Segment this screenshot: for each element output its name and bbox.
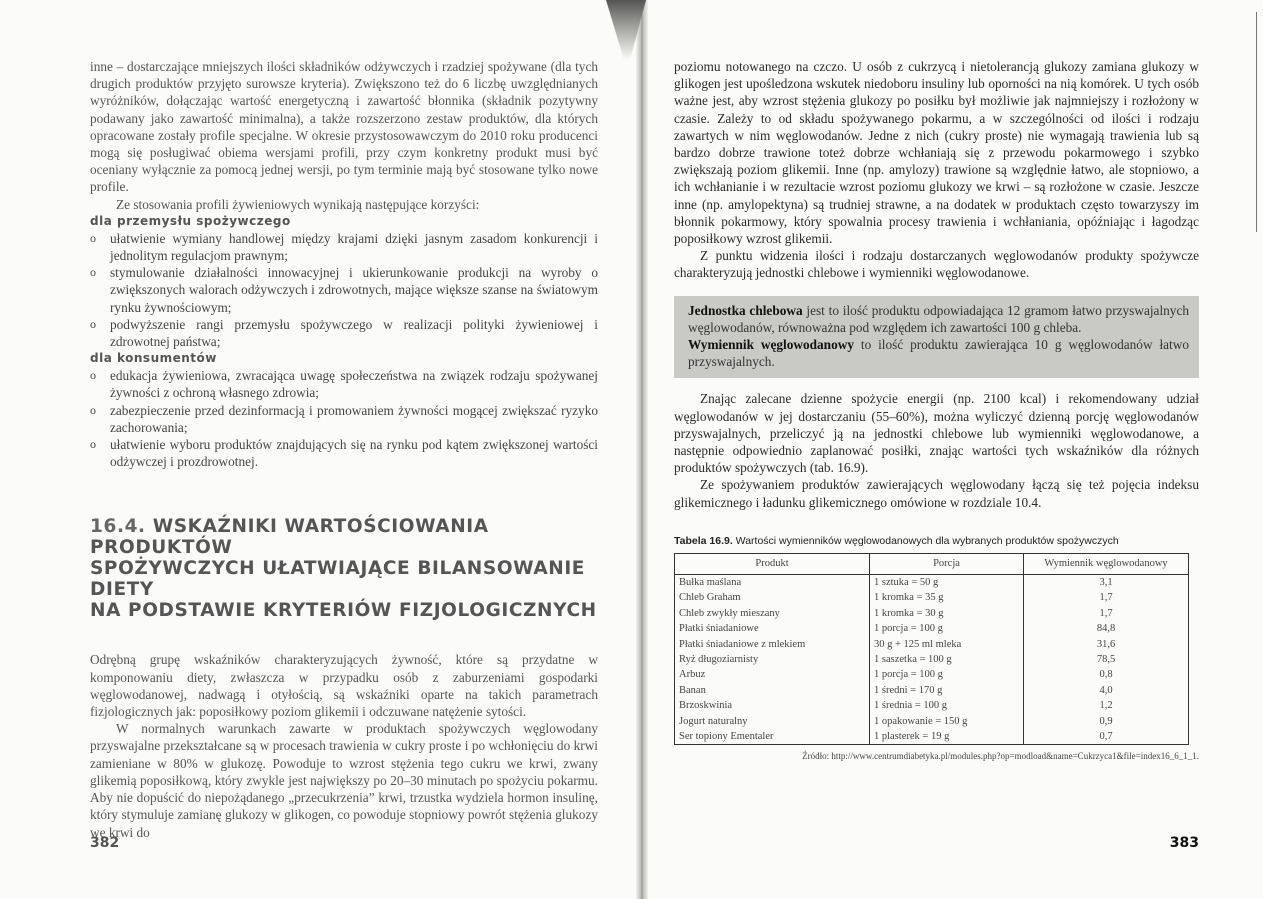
section-title-line-2: SPOŻYWCZYCH UŁATWIAJĄCE BILANSOWANIE DIETY	[90, 558, 586, 601]
table-row	[675, 637, 1189, 652]
definition-box	[674, 296, 1199, 379]
cell-exchange: 4,0	[1024, 683, 1189, 698]
left-page-content	[90, 58, 598, 841]
section-number: 16.4.	[90, 516, 146, 538]
table-source-note: Źródło: http://www.centrumdiabetyka.pl/modules.php?op=modload&name=Cukrzyca1&file=index16_6_1_1.	[802, 751, 1199, 762]
term-carb-exchange: Wymiennik węglowodanowy	[688, 337, 854, 353]
table-row	[675, 590, 1189, 605]
cell-product: Płatki śniadaniowe z mlekiem	[675, 637, 870, 652]
table-row	[675, 729, 1189, 745]
section-heading	[90, 516, 598, 621]
page-number-left: 382	[90, 835, 120, 851]
glycemic-paragraph: Ze spożywaniem produktów zawierających węglowodany łączą się też pojęcia indeksu glikemicznego i ładunku glikemicznego omówione w rozdziale 10.4.	[674, 477, 1199, 510]
list-item: o zabezpieczenie przed dezinformacją i promowaniem żywności mogącej zwiększać ryzyko zachorowania;	[90, 402, 598, 436]
section-title-line-3: NA PODSTAWIE KRYTERIÓW FIZJOLOGICZNYCH	[90, 600, 597, 622]
term-bread-unit: Jednostka chlebowa	[688, 302, 803, 318]
list-item: o ułatwienie wymiany handlowej między krajami dzięki jasnym zasadom konkurencji i jednolitym regulacjom prawnym;	[90, 230, 598, 264]
list-item: o edukacja żywieniowa, zwracająca uwagę społeczeństwa na związek rodzaju spożywanej żywności z ochroną własnego zdrowia;	[90, 367, 598, 401]
table-row	[675, 683, 1189, 698]
definition-carb-exchange: to ilość produktu zawierająca 10 g węglowodanów łatwo przyswajalnych.	[688, 337, 1189, 370]
cell-product: Brzoskwinia	[675, 698, 870, 713]
table-header-row	[675, 553, 1189, 574]
cell-product: Chleb zwykły mieszany	[675, 606, 870, 621]
cell-portion: 1 kromka = 30 g	[870, 606, 1024, 621]
cell-exchange: 31,6	[1024, 637, 1189, 652]
consumer-benefits-list	[90, 367, 598, 470]
right-page-content	[674, 58, 1199, 761]
section-paragraph-1: Odrębną grupę wskaźników charakteryzujących żywność, które są przydatne w komponowaniu diety, zwłaszcza w przypadku osób z zaburzeniami gospodarki węglowodanowej, nadwagą i otyłością, są wskaźniki oparte na takich parametrach fizjologicznych jak: poposiłkowy poziom glikemii i odczuwane natężenie sytości.	[90, 652, 598, 720]
table-caption-text: Wartości wymienników węglowodanowych dla wybranych produktów spożywczych	[732, 534, 1119, 547]
cell-portion: 1 średni = 170 g	[870, 683, 1024, 698]
table-row	[675, 574, 1189, 590]
glucose-paragraph: poziomu notowanego na czczo. U osób z cukrzycą i nietolerancją glukozy zamiana glukozy w glikogen jest upośledzona wskutek niedoboru insuliny lub oporności na nią komórek. U tych osób ważne jest, aby wzrost stężenia glukozy po posiłku był możliwie jak najmniejszy i rozłożony w czasie. Zależy to od składu spożywanego pokarmu, a w szczególności od ilości i rodzaju zawartych w nim węglowodanów. Jedne z nich (cukry proste) nie wymagają trawienia lub są bardzo dobrze trawione toteż dobrze wchłaniają się z przewodu pokarmowego i szybko zwiększają poziom glikemii. Inne (np. amylozy) trawione są względnie łatwo, ale stopniowo, a ich wchłanianie i w rezultacie wzrost poziomu glukozy we krwi – są rozłożone w czasie. Jeszcze inne (np. amylopektyna) są trudniej strawne, a na dodatek w produktach często towarzyszy im błonnik pokarmowy, który spowalnia procesy trawienia i wchłaniania, opóźniając i łagodząc poposiłkowy wzrost glikemii.	[674, 59, 1199, 247]
cell-exchange: 84,8	[1024, 621, 1189, 636]
cell-product: Jogurt naturalny	[675, 714, 870, 729]
cell-exchange: 3,1	[1024, 574, 1189, 590]
cell-portion: 1 sztuka = 50 g	[870, 574, 1024, 590]
industry-subheading: dla przemysłu spożywczego	[90, 213, 291, 228]
table-row	[675, 652, 1189, 667]
column-header-portion: Porcja	[870, 553, 1024, 574]
calculation-paragraph: Znając zalecane dzienne spożycie energii (np. 2100 kcal) i rekomendowany udział węglowodanów w jej dostarczaniu (55–60%), można wyliczyć dzienną porcję węglowodanów przyswajalnych, przeliczyć ją na jednostki chlebowe lub wymienniki węglowodanowe, a następnie odpowiednio zaplanować posiłki, znając wartości tych wskaźników dla różnych produktów spożywczych (tab. 16.9).	[674, 391, 1199, 476]
cell-exchange: 0,8	[1024, 667, 1189, 682]
carb-exchange-table	[674, 553, 1189, 745]
table-caption	[674, 535, 1199, 547]
cell-product: Arbuz	[675, 667, 870, 682]
cell-portion: 30 g + 125 ml mleka	[870, 637, 1024, 652]
units-paragraph: Z punktu widzenia ilości i rodzaju dostarczanych węglowodanów produkty spożywcze charakteryzują jednostki chlebowe i wymienniki węglowodanowe.	[674, 248, 1199, 281]
cell-product: Ser topiony Ementaler	[675, 729, 870, 745]
cell-exchange: 0,9	[1024, 714, 1189, 729]
cell-exchange: 78,5	[1024, 652, 1189, 667]
list-item: o ułatwienie wyboru produktów znajdujących się na rynku pod kątem zwiększonej wartości odżywczej i prozdrowotnej.	[90, 436, 598, 470]
list-item: o stymulowanie działalności innowacyjnej i ukierunkowanie produkcji na wyroby o zwiększonych walorach odżywczych i zdrowotnych, mające większe szanse na światowym rynku żywnościowym;	[90, 264, 598, 316]
cell-portion: 1 saszetka = 100 g	[870, 652, 1024, 667]
cell-product: Bułka maślana	[675, 574, 870, 590]
cell-portion: 1 średnia = 100 g	[870, 698, 1024, 713]
table-row	[675, 621, 1189, 636]
cell-portion: 1 plasterek = 19 g	[870, 729, 1024, 745]
cell-product: Chleb Graham	[675, 590, 870, 605]
right-page	[648, 0, 1263, 899]
table-label: Tabela 16.9.	[674, 534, 733, 547]
list-item: o podwyższenie rangi przemysłu spożywczego w realizacji polityki żywieniowej i zdrowotnej państwa;	[90, 316, 598, 350]
table-row	[675, 714, 1189, 729]
cell-portion: 1 porcja = 100 g	[870, 621, 1024, 636]
cell-portion: 1 opakowanie = 150 g	[870, 714, 1024, 729]
page-edge-line	[1256, 12, 1257, 232]
cell-exchange: 0,7	[1024, 729, 1189, 745]
column-header-product: Produkt	[675, 553, 870, 574]
book-gutter	[636, 0, 648, 899]
intro-paragraph: inne – dostarczające mniejszych ilości składników odżywczych i rzadziej spożywane (dla tych drugich produktów przyjęto surowsze kryteria). Zwiększono też do 6 liczbę uwzględnianych wyróżników, dołączając wartość energetyczną i zawartość błonnika (składnik pozytywny podawany jako zawartość minimalna), a także rozszerzono zestaw produktów, dla których opracowane zostały profile specjalne. W okresie przystosowawczym do 2010 roku producenci mogą się posługiwać obiema wersjami profili, przy czym konkretny produkt musi być oceniany wyłącznie za pomocą jednej wersji, po tym terminie mają być stosowane tylko nowe profile.	[90, 59, 598, 195]
cell-product: Banan	[675, 683, 870, 698]
cell-exchange: 1,7	[1024, 590, 1189, 605]
table-row	[675, 667, 1189, 682]
cell-exchange: 1,7	[1024, 606, 1189, 621]
page-number-right: 383	[1169, 835, 1199, 851]
cell-portion: 1 porcja = 100 g	[870, 667, 1024, 682]
industry-benefits-list	[90, 230, 598, 350]
cell-portion: 1 kromka = 35 g	[870, 590, 1024, 605]
consumer-subheading: dla konsumentów	[90, 351, 217, 366]
cell-product: Ryż długoziarnisty	[675, 652, 870, 667]
section-title-line-1: WSKAŹNIKI WARTOŚCIOWANIA PRODUKTÓW	[90, 516, 489, 559]
section-paragraph-2: W normalnych warunkach zawarte w produktach spożywczych węglowodany przyswajalne przekształcane są w procesach trawienia w cukry proste i po wchłonięciu do krwi zamieniane w 80% w glukozę. Powoduje to wzrost stężenia tego cukru we krwi, zwany glikemią poposiłkową, który zwykle jest największy po 20–30 minutach po spożyciu pokarmu. Aby nie dopuścić do niepożądanego „przecukrzenia” krwi, trzustka wydziela hormon insulinę, który stymuluje zamianę glukozy w glikogen, co powoduje stopniowy powrót stężenia glukozy we krwi do	[90, 721, 598, 840]
table-row	[675, 606, 1189, 621]
cell-product: Płatki śniadaniowe	[675, 621, 870, 636]
column-header-exchange: Wymiennik węglowodanowy	[1024, 553, 1189, 574]
definition-bread-unit: jest to ilość produktu odpowiadająca 12 gramom łatwo przyswajalnych węglowodanów, równoważna pod względem ich zawartości 100 g chleba.	[688, 302, 1189, 335]
cell-exchange: 1,2	[1024, 698, 1189, 713]
table-row	[675, 698, 1189, 713]
benefits-intro: Ze stosowania profili żywieniowych wynikają następujące korzyści:	[116, 196, 480, 212]
